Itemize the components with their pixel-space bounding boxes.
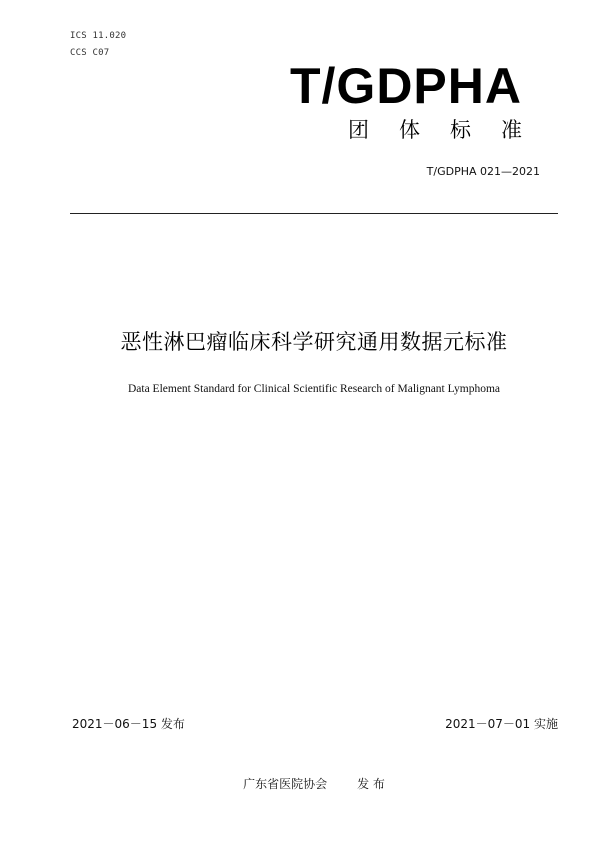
release-date: 2021－06－15 发布 — [72, 717, 185, 731]
publisher-name: 广东省医院协会 — [243, 777, 328, 791]
header-divider — [70, 213, 558, 214]
ics-code: ICS 11.020 — [70, 31, 127, 41]
document-title-english: Data Element Standard for Clinical Scientific Research of Malignant Lymphoma — [127, 383, 501, 395]
ccs-code: CCS C07 — [70, 48, 110, 58]
publisher-line — [0, 775, 600, 793]
brand-title: T/GDPHA — [290, 58, 522, 114]
brand-subtitle: 团体标准 — [348, 118, 552, 142]
standard-number: T/GDPHA 021—2021 — [426, 165, 540, 178]
document-title-chinese: 恶性淋巴瘤临床科学研究通用数据元标准 — [120, 330, 508, 354]
implementation-date: 2021－07－01 实施 — [445, 717, 558, 731]
classification-codes — [70, 28, 126, 62]
publish-label: 发 布 — [357, 777, 385, 791]
